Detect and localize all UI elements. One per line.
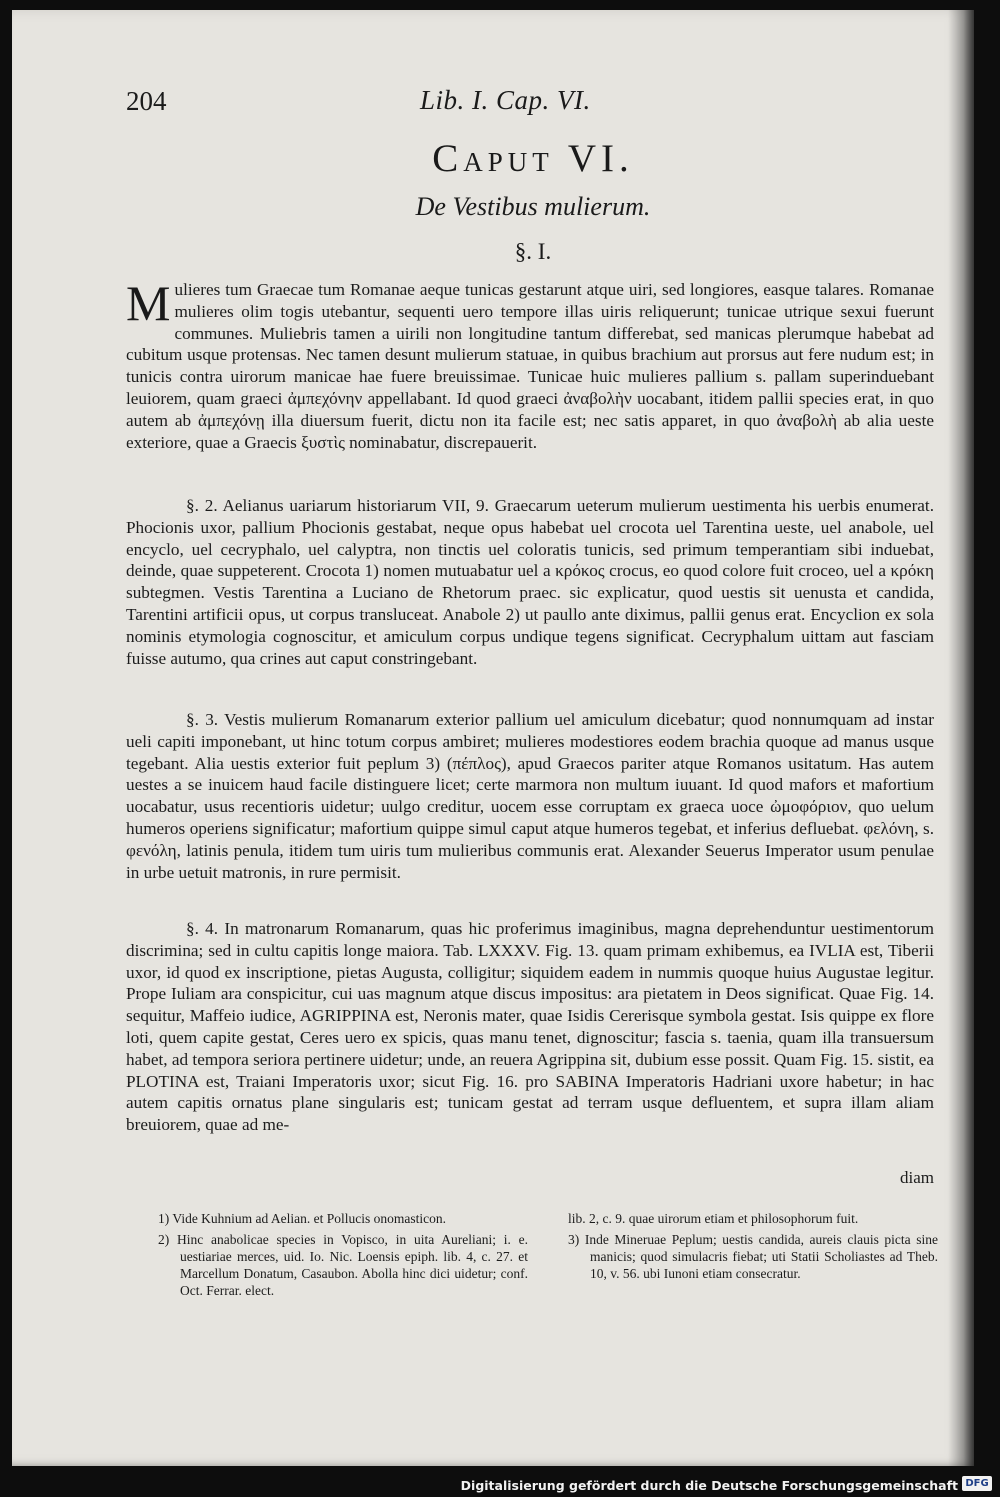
paragraph-3-text: §. 3. Vestis mulierum Romanarum exterior pallium uel amiculum dicebatur; quod nonnumquam ad instar ueli capiti imponebant, ut hinc totum corpus ambiret; mulieres modestiores eodem brachia quoque ad manus usque tegebant. Alia uestis exterior fuit peplum 3) (πέπλος), apud Graecos pariter atque Romanos usitatum. Has autem uestes a se inuicem haud facile distinguere licet; certe marmora non multum iuuant. Id quod mafors et mafortium uocabatur, usus recentioris uidetur; uulgo creditur, uocem esse corruptam ex graeca uoce ὠμοφόριον, quo uelum humeros operiens significatur; mafortium quippe simul caput atque humeros tegebat, et inferius defluebat. φελόνη, s. φενόλη, latinis penula, itidem tum uiris tum mulieribus communis erat. Alexander Seuerus Imperator usum penulae in urbe uetuit matronis, in rure permisit. (126, 710, 934, 882)
paragraph-2 (126, 495, 934, 669)
paragraph-4-text: §. 4. In matronarum Romanarum, quas hic proferimus imaginibus, magna deprehenduntur uestimentorum discrimina; sed in cultu capitis longe maiora. Tab. LXXXV. Fig. 13. quam primam exhibemus, ea IVLIA est, Tiberii uxor, id quod ex inscriptione, pietas Augusta, colligitur; siquidem eadem in nummis quoque huius Augustae legitur. Prope Iuliam ara conspicitur, cui uas magnum atque discus impositus: ara pietatem in Deos significat. Quae Fig. 14. sequitur, Maffeio iudice, AGRIPPINA est, Neronis mater, quae Isidis Cererisque symbola gestat. Isis quippe ex flore loti, quem capite gestat, Ceres uero ex spicis, quas manu tenet, dignoscitur; fascia s. taenia, quam illa transuersum habet, ad tempora seriora pertinere uidetur; unde, an reuera Agrippina sit, dubium esse possit. Quam Fig. 15. sistit, ea PLOTINA est, Traiani Imperatoris uxor; sicut Fig. 16. pro SABINA Imperatoris Hadriani uxore habetur; in hac autem capitis ornatus plane singularis est; tunicam gestat ad terram usque defluentem, et supra illam aliam breuiorem, quae ad me- (126, 919, 934, 1135)
catchword: diam (900, 1168, 934, 1187)
footnotes-right-column (568, 1210, 938, 1282)
running-head: Lib. I. Cap. VI. (420, 85, 591, 115)
chapter-title: Caput VI. (432, 137, 634, 180)
paragraph-4 (126, 918, 934, 1136)
paragraph-1-text: ulieres tum Graecae tum Romanae aeque tunicas gestarunt atque uiri, sed longiores, easque talares. Romanae mulieres olim togis utebantur, sequenti uero tempore illas uiris reliquerunt; tunicae utrique sexui fuerunt communes. Muliebris tamen a uirili non longitudine tantum differebat, sed manicas plerumque habebat ad cubitum usque protensas. Nec tamen desunt mulierum statuae, in quibus brachium aut prorsus aut fere nudum est; in tunicis contra uirorum manicae hae fuere breuissimae. Tunicae huic mulieres pallium s. pallam superinduebant leuiorem, quam graeci ἀμπεχόνην appellabant. Id quod graeci ἀναβολὴν uocabant, itidem pallii species erat, in quo autem ab ἀμπεχόνῃ illa diuersum fuerit, dictu non ita facile est; nec satis apparet, in quo ἀναβολὴ ab alia ueste exteriore, quae a Graecis ξυστὶς nominabatur, discrepauerit. (126, 280, 934, 452)
chapter-subtitle: De Vestibus mulierum. (415, 192, 651, 221)
page-gutter-shadow (948, 10, 974, 1466)
paragraph-3 (126, 709, 934, 883)
paragraph-2-text: §. 2. Aelianus uariarum historiarum VII, 9. Graecarum ueterum mulierum uestimenta his uerbis enumerat. Phocionis uxor, pallium Phocionis gestabat, neque opus habebat uel crocota uel Tarentina ueste, uel anabole, uel encyclo, uel cecryphalo, uel calyptra, non tinctis uel coloratis tunicis, sed primum temperantiam sibi induebat, deinde, quae suppeterent. Crocota 1) nomen mutuabatur uel a κρόκος crocus, eo quod colore fuit croceo, uel a κρόκη subtegmen. Vestis Tarentina a Luciano de Rhetorum praec. sic explicatur, quod uestis sit uenusta et candida, Tarentini artificii opus, ut corpus transluceat. Anabole 2) ut paullo ante diximus, pallii genus erat. Encyclion ex sola nominis etymologia cognoscitur, et amiculum corpus undique tegens significat. Cecryphalum uittam aut fasciam fuisse autumo, qua crines aut caput constringebant. (126, 496, 934, 668)
page-number: 204 (126, 86, 167, 116)
book-page (12, 10, 974, 1466)
dfg-logo: DFG (962, 1476, 992, 1491)
footnote-2: 2) Hinc anabolicae species in Vopisco, in uita Aureliani; i. e. uestiariae merces, uid. Io. Nic. Loensis epiph. lib. 4, c. 27. et Marcellum Donatum, Casaubon. Abolla hinc dici uidetur; conf. Oct. Ferrar. elect. (158, 1232, 528, 1298)
digitization-credit: Digitalisierung gefördert durch die Deutsche Forschungsgemeinschaft (460, 1478, 958, 1493)
paragraph-1 (126, 275, 934, 453)
footnote-2-continued: lib. 2, c. 9. quae uirorum etiam et philosophorum fuit. (568, 1211, 859, 1226)
footnote-1: 1) Vide Kuhnium ad Aelian. et Pollucis onomasticon. (158, 1211, 447, 1226)
footnote-3: 3) Inde Mineruae Peplum; uestis candida, aureis clauis picta sine manicis; quod simulacris fiebat; uti Statii Scholiastes ad Theb. 10, v. 56. ubi Iunoni etiam consecratur. (568, 1232, 938, 1281)
section-mark: §. I. (514, 239, 552, 264)
drop-cap: M (126, 275, 171, 331)
footnotes-left-column (158, 1210, 528, 1299)
